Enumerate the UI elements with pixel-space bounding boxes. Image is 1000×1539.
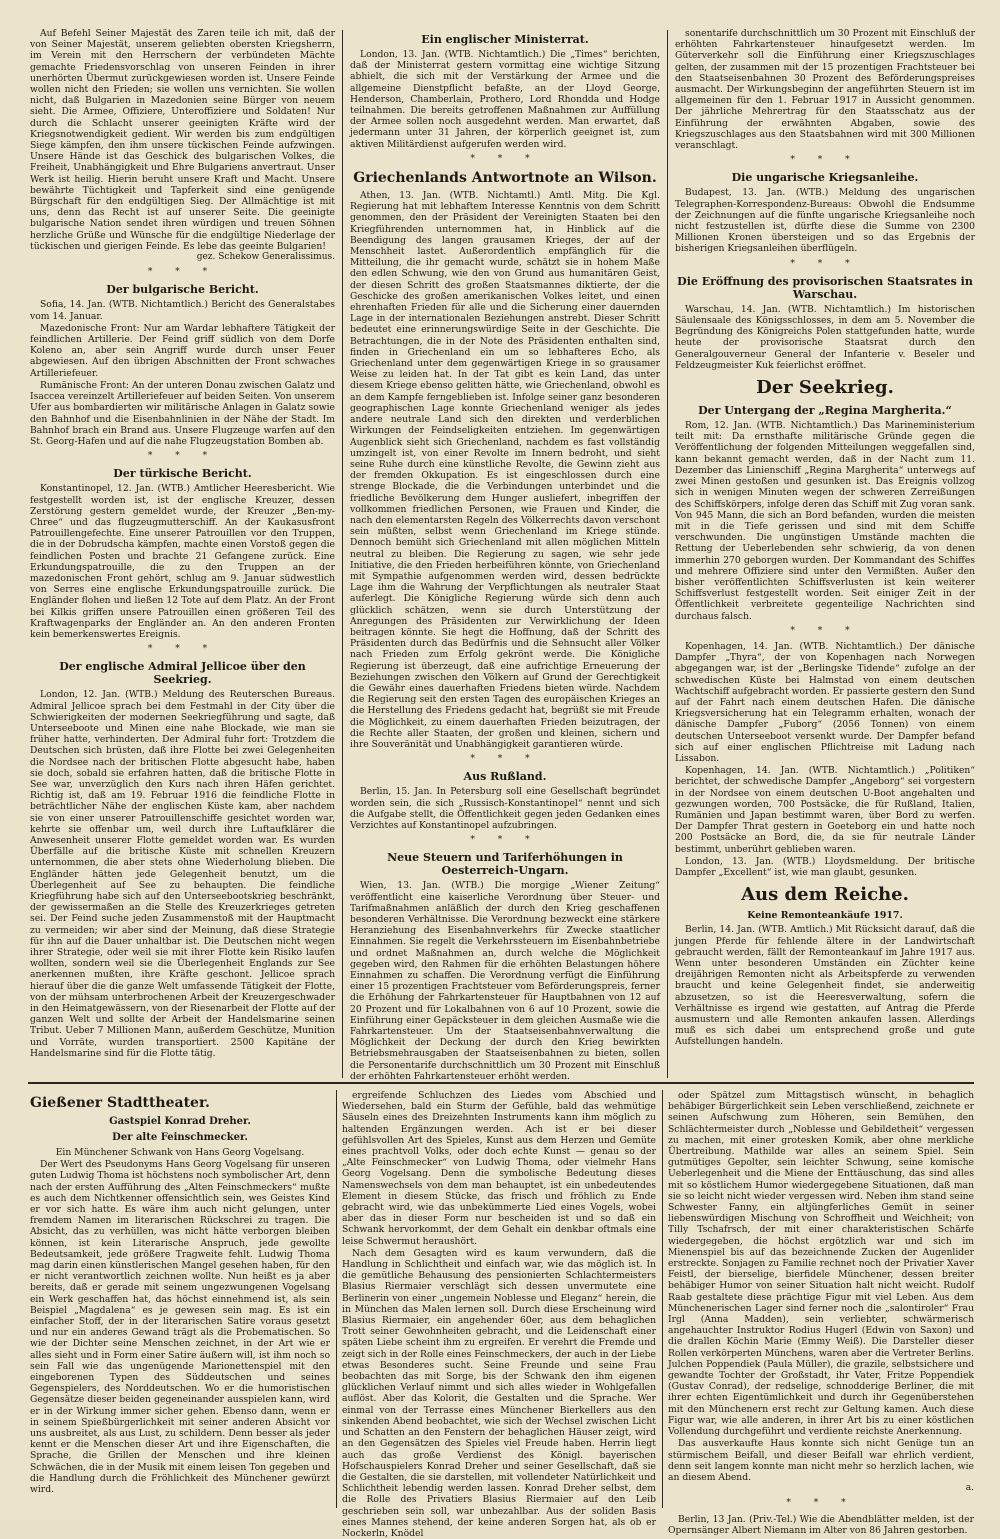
heading-russia: Aus Rußland.	[463, 770, 547, 784]
proclamation-text: Auf Befehl Seiner Majestät des Zaren teile ich mit, daß der von Seiner Majestät, unserem geliebten obersten Kriegsherrn, im Verein mit den Herrschern der verbündeten Mächte gemachte Friedensvorschlag von unseren Feinden in ihrer unerhörten Übermut zurückgewiesen worden ist. Unsere Feinde wollen nicht den Frieden; sie wollen uns vernichten. Sie wollen nicht, daß Bulgarien in Mazedonien seine Bürger von neuem sieht. Die Armee, Offiziere, Unteroffiziere und Soldaten! Nur durch die Schlacht unserer geeinigten Kräfte wird der Kriegsnotwendigkeit gedient. Wir werden bis zum endgültigen Siege kämpfen, den ihm unsere tückischen Feinde aufzwingen. Unsere Hände ist das Geschick des bulgarischen Volkes, die Freiheit, Unabhängigkeit und Ehre Bulgariens anvertraut. Unser Werk ist heilig. Hierin beruht unsere Kraft und Macht. Unsere bewährte Tüchtigkeit und Tapferkeit sind eine genügende Bürgschaft für den endgültigen Sieg. Der Allmächtige ist mit uns, denn das Recht ist auf unserer Seite. Die geeinigte bulgarische Nation sendet ihren würdigen und treuen Söhnen herzliche Grüße und Wünsche für die endgültige Niederlage der tückischen und gierigen Feinde. Es lebe das geeinte Bulgarien!	[30, 28, 335, 252]
warsaw-council-text: Warschau, 14. Jan. (WTB. Nichtamtlich.) Im historischen Säulensaale des Königsschlosses, in dem am 5. November die Begründung des Königreichs Polen stattgefunden hatte, wurde heute der provisorische Staatsrat durch den Generalgouverneur General der Infanterie v. Beseler und Feldzeugmeister Kuk feierlichst eröffnet.	[675, 303, 975, 371]
excellent-text: London, 13. Jan. (WTB.) Lloydsmeldung. Der britische Dampfer „Excellent“ ist, wie man glaubt, gesunken.	[675, 855, 975, 878]
separator-stars: * * *	[790, 625, 860, 636]
signature: gez. Schekow Generalissimus.	[196, 252, 335, 263]
thyra-text: Kopenhagen, 14. Jan. (WTB. Nichtamtlich.) Der dänische Dampfer „Thyra“, der von Kopenhagen nach Norwegen abgegangen war, ist der „Berlingske Tidende“ zufolge an der schwedischen Küste bei Halmstad von einem deutschen Wachtschiff aufgebracht worden. Er passierte gestern den Sund auf der Fahrt nach einem deutschen Hafen. Die dänische Kriegsversicherung hat ein Telegramm erhalten, wonach der dänische Dampfer „Fuborg“ (2056 Tonnen) von einem deutschen Unterseeboot versenkt wurde. Der Dampfer befand sich auf einer englischen Pflichtreise mit Ladung nach Lissabon.	[675, 640, 975, 764]
column-divider	[662, 1090, 663, 1508]
turkish-report-text: Konstantinopel, 12. Jan. (WTB.) Amtlicher Heeresbericht. Wie festgestellt worden ist, ist der englische Kreuzer, dessen Zerstörung gestern gemeldet wurde, der Kreuzer „Ben-my-Chree“ und das flugzeugmutterschiff. An der Kaukasusfront Patrouillengefechte. Eine unserer Patrouillen vor den Truppen, die in der Dobrudscha kämpfen, machte einen Vorstoß gegen die feindlichen Posten und brachte 21 Gefangene zurück. Eine Erkundungspatrouille, die zu den Truppen an der mazedonischen Front gehört, schlug am 9. Januar südwestlich von Serres eine englische Erkundungspatrouille zurück. Die Engländer flohen und ließen 12 Tote auf dem Platz. An der Front bei Kilkis griffen unsere Patrouillen einen größeren Teil des Kraftwagenparks der Engländer an. An den anderen Fronten kein bemerkenswertes Ereignis.	[30, 483, 335, 640]
theater-review-part1: Der Wert des Pseudonyms Hans Georg Vogelsang für unseren guten Ludwig Thoma ist höchstens noch symbolischer Art, denn nach der ersten Aufführung des „Alten Feinschmeckers“ mußte es auch dem Nichtkenner offensichtlich sein, wes Geistes Kind er vor sich hatte. Es wäre ihm auch nicht gelungen, unter fremdem Namen im literarischen Rückschrei zu tragen. Die Absicht, das zu verhüllen, was nicht hätte verborgen bleiben können, ist kein Literarische Anspruch, jede gewollte Bedeutsamkeit, jede größere Tragweite fehlt. Ludwig Thoma mag darin einen künstlerischen Mangel gesehen haben, für den er nicht verantwortlich zeichnen wollte. Nun heißt es ja aber bereits, daß er gerade mit seinem ungezwungenen Vogelsang ein Werk geschaffen hat, das höchst einnehmend ist, als sein Beispiel „Magdalena“ es je gewesen sein mag. Es ist ein einfacher Stoff, der in der literarischen Satire voraus gesetzt und nur ein anderes Gewand trägt als die Probematischen. So wie der Dichter seine Menschen zeichnet, in der Art wie er alles sieht und in Form einer Satire äußern will, ist ihm noch so sein Fall wie das ungenügende Marionettenspiel mit den eingeborenen Typen des Süddeutschen und seines Gegenspielers, des Norddeutschen. Wo er die humoristischen Gegensätze dieser beiden gegeneinander ausspielen kann, wird er in der Wirkung immer sicher gehen. Ebenso dann, wenn er in seinem Spießbürgerlichkeit mit seiner anderen Absicht vor uns ausbreitet, als aus Lust, zu schildern. Denn besser als jeder kennt er die Menschen dieser Art und ihre Eigenschaften, die Sprache, die Grillen der Menschen und ihre kleinen Schwächen, die in der Musik mit einem leisen Ton gegeben und die Handlung durch die Fröhlichkeit des Münchener gewürzt wird.	[30, 1159, 330, 1496]
austria-taxes-continued: sonentarife durchschnittlich um 30 Prozent mit Einschluß der erhöhten Fahrkartensteuer hinaufgesetzt werden. Im Güterverkehr soll die Einführung einer Kriegszuschlages gelten, der zusammen mit der 15 prozentigen Frachtsteuer bei den Staatseisenbahnen 30 Prozent des Beförderungspreises ausmacht. Der Wirkungsbeginn der angeführten Steuern ist im allgemeinen für den 1. Februar 1917 in Aussicht genommen. Der jährliche Mehrertrag für den Staatsschatz aus der Einführung der erwähnten Abgaben, sowie des Kriegszuschlages aus den Staatsbahnen wird mit 300 Millionen veranschlagt.	[675, 28, 975, 152]
heading-bulgarian-report: Der bulgarische Bericht.	[106, 283, 259, 297]
feuilleton-divider	[28, 1082, 974, 1084]
bulgarian-report-lead: Sofia, 14. Jan. (WTB. Nichtamtlich.) Bericht des Generalstabes vom 14. Januar.	[30, 299, 335, 322]
russia-text: Berlin, 15. Jan. In Petersburg soll eine Gesellschaft begründet worden sein, die sich „Russisch-Konstantinopel“ nennt und sich die Aufgabe stellt, die Öffentlichkeit gegen jeden Gedanken eines Verzichtes auf Konstantinopel aufzubringen.	[350, 786, 660, 831]
separator-stars: * * *	[790, 155, 860, 166]
separator-stars: * * *	[147, 267, 218, 278]
theater-column-1	[30, 1090, 330, 1508]
separator-stars: * * *	[470, 754, 540, 765]
angeborg-text: Kopenhagen, 14. Jan. (WTB. Nichtamtlich.) „Politiken“ berichtet, der schwedische Dampfer „Angeborg“ sei vorgestern in der Nordsee von einem deutschen U-Boot angehalten und gezwungen worden, 700 Postsäcke, die für Rußland, Italien, Rumänien und Japan bestimmt waren, über Bord zu werfen. Der Dampfer Thrat gestern in Goeteborg ein und hatte noch 200 Postsäcke an Bord, die, da sie für neutrale Länder bestimmt, unberührt geblieben waren.	[675, 765, 975, 855]
heading-greece-note: Griechenlands Antwortnote an Wilson.	[353, 170, 657, 187]
jellicoe-text: London, 12. Jan. (WTB.) Meldung des Reuterschen Bureaus. Admiral Jellicoe sprach bei dem Festmahl in der City über die Schwierigkeiten der modernen Seekriegführung und sagte, daß Unterseeboote und Minen eine nahe Blockade, wie man sie früher hatte, verhinderten. Der Admiral fuhr fort: Trotzdem die Deutschen sich brüsten, daß ihre Flotte bei zwei Gelegenheiten die Nordsee nach der britischen Flotte abgesucht habe, haben sie doch, sobald sie erfahren hatten, daß die britische Flotte in See war, unverzüglich den Kurs nach ihren Häfen gerichtet. Richtig ist, daß am 19. Februar 1916 die feindliche Flotte in beträchtlicher Nähe der englischen Küste kam, aber nachdem sie von einer unserer Patrouillenschiffe gesichtet worden war, kehrte sie offenbar um, weil durch ihre Luftaufklärer die Anwesenheit unserer Flotte gemeldet worden war. Es wurden Überfälle auf die britische Küste mit schnellen Kreuzern unternommen, die aber stets ohne Wiederholung blieben. Die Engländer hätten jede Gelegenheit benutzt, um die Überlegenheit auf See zu behaupten. Die feindliche Kriegführung habe sich auf den Unterseebootskrieg beschränkt, der gewissermaßen an die Stelle des Kreuzerkrieges getreten sei. Der Feind suche jeden Zusammenstoß mit der Hauptmacht zu vermeiden; wir aber sind der Meinung, daß diese Strategie für ihn auf die Dauer unhaltbar ist. Die Deutschen nicht wegen ihrer Strategie, oder weil sie mit ihrer Flotte kein Risiko laufen wollten, sondern weil sie die Überlegenheit Englands zur See anerkennen mußten, ihre Kräfte geschont. Jellicoe sprach hierauf über die die ganze Welt umfassende Tätigkeit der Flotte, von der mühsam unterbrochenen Arbeit der Kreuzergeschwader in den Heimatgewässern, von der Riesenarbeit der Flotte auf der ganzen Welt und sollte der Arbeit der Handelsmarine seinen Tribut. Ueber 7 Millionen Mann, außerdem Geschütze, Munition und Vorräte, wurden transportiert. 2500 Kapitäne der Handelsmarine sind für die Flotte tätig.	[30, 689, 335, 1059]
niemann-obituary: Berlin, 13 Jan. (Priv.-Tel.) Wie die Abendblätter melden, ist der Opernsänger Albert Niemann im Alter von 86 Jahren gestorben.	[668, 1513, 974, 1536]
heading-theater: Gießener Stadttheater.	[30, 1095, 210, 1111]
greece-note-text: Athen, 13. Jan. (WTB. Nichtamtl.) Amtl. Mitg. Die Kgl. Regierung hat mit lebhaftem Interesse Kenntnis von dem Schritt genommen, den der Präsident der Vereinigten Staaten bei den Kriegführenden unternommen hat, in Hinblick auf die Beendigung des langen grausamen Krieges, der auf der Menschheit lastet. Außerordentlich empfänglich für die Mitteilung, die ihr gemacht wurde, schätzt sie in hohem Maße den edlen Schwung, wie den von Grund aus humanitären Geist, der diesen Schritt des großen Staatsmannes diktierte, der die Geschicke des großen amerikanischen Volkes leitet, und einen ehrenhaften Frieden für alle und die Sicherung einer dauernden Lage in der internationalen Beziehungen anstrebt. Dieser Schritt bedeutet eine erinnerungswürdige Seite in der Geschichte. Die Betrachtungen, die in der Note des Präsidenten enthalten sind, finden in Griechenland ein um so lebhafteres Echo, als Griechenland unter dem gegenwärtigen Kriege in so grausamer Weise zu leiden hat. In der Tat gibt es kein Land, das unter diesem Kriege ebenso gelitten hätte, wie Griechenland, obwohl es an dem Kampfe ferngeblieben ist. Infolge seiner ganz besonderen geographischen Lage konnte Griechenland weniger als jedes andere neutrale Land sich den direkten und verderblichen Wirkungen der Feindseligkeiten entziehen. Im gegenwärtigen Augenblick sieht sich Griechenland, nachdem es fast vollständig umzingelt ist, von einer Revolte im Innern bedroht, und sieht seine Ruhe durch eine künstliche Revolte, die Gewinn zieht aus der fremden Okkupation. Es ist eingeschlossen durch eine strenge Blockade, die die Verbindungen unterbindet und die friedliche Bevölkerung dem Hunger ausliefert, inbegriffen der vollkommen friedlichen Personen, wie Frauen und Kinder, die nach den elementarsten Regeln des Völkerrechts davon verschont sein müßten, selbst wenn Griechenland im Kriege stünde. Dennoch bemüht sich Griechenland mit allen möglichen Mitteln neutral zu bleiben. Die Regierung zu sagen, wie sehr jede Initiative, die den Frieden herbeiführen könnte, von Griechenland mit Sympathie aufgenommen werden wird, dessen bedrückte Lage ihm die Wahrung der Verpflichtungen als neutraler Staat auferlegt. Die Königliche Regierung würde sich denn auch glücklich schätzen, wenn sie durch Unterstützung der Anregungen des Präsidenten zur Verwirklichung der Ideen beitragen könnte. Sie hegt die Hoffnung, daß der Schritt des Präsidenten durch das Bedürfnis und die Sehnsucht aller Völker nach Frieden zum Erfolg gekrönt werde. Die Königliche Regierung ist überzeugt, daß eine aufrichtige Erneuerung der Beziehungen zwischen den Völkern auf Grund der Gerechtigkeit die Gewähr eines dauerhaften Friedens bieten würde. Nachdem die Regierung seit den ersten Tagen des europäischen Krieges an die Herstellung des Friedens gedacht hat, begrüßt sie mit Freude die Möglichkeit, zu einem dauerhaften Frieden beizutragen, der die Rechte aller Staaten, der großen und kleinen, sichern und ihre Souveränität und Unabhängigkeit garantieren würde.	[350, 190, 660, 750]
theater-review-part3: Nach dem Gesagten wird es kaum verwundern, daß die Handlung in Schlichtheit und einfach war, wie das möglich ist. In die gemütliche Behausung des pensionierten Schlachtermeisters Blasius Riermaier verschlägt sich dessen unvermutete eine Berlinerin von einer „ungemein Noblesse und Eleganz“ herein, die in München das Malen lernen soll. Durch diese Erscheinung wird Blasius Riermaier, ein angehender 60er, aus dem behaglichen Trott seiner Gewohnheiten gebracht, und die Leidenschaft einer späten Liebe scheint ihm zu ergreifen. Er verehrt die Fremde und zeigt sich in der Rolle eines Feinschmeckers, der auch in der Liebe etwas Besonderes sucht. Seine Freunde und seine Frau beobachten das mit Sorge, bis der Schwank den ihm eigenen glücklichen Verlauf nimmt und sich alles wieder in Wohlgefallen auflöst. Aber das Kolorit, die Gestalten und die Sprache. Wer einmal von der Terrasse eines Münchener Bierkellers aus den sinkenden Abend beobachtet, wie sich der Wechsel zwischen Licht und Schatten an den Fenstern der behaglichen Häuser zeigt, wird an den Gegensätzen des Spieles viel Freude haben. Herrin liegt auch das große Verdienst des Königl. bayerischen Hofschauspielers Konrad Dreher und seiner Gesellschaft, daß sie die Gestalten, die sie darstellen, mit vollendeter Natürlichkeit und Schlichtheit lebendig werden lassen. Konrad Dreher selbst, dem die Rolle des Privatiers Blasius Riermaier auf den Leib geschrieben sein soll, war unbezahlbar. Aus der soliden Basis eines Mannes stehend, der keine anderen Sorgen hat, als ob er Nockerln, Knödel	[342, 1247, 656, 1539]
review-signature: a.	[965, 1483, 974, 1494]
remonte-text: Berlin, 14. Jan. (WTB. Amtlich.) Mit Rücksicht darauf, daß die jungen Pferde für fehlende ältere in der Landwirtschaft gebraucht werden, fällt der Remonteankauf im Jahre 1917 aus. Wenn unter besonderen Umständen ein Züchter keine dreijährigen Remonten nicht als Arbeitspferde zu verwenden braucht und keine Gelegenheit findet, sie anderweitig abzusetzen, so ist die Heeresverwaltung, sofern die Verhältnisse es irgend wie gestatten, auf Antrag die Pferde ausmustern und alle Remonten ankaufen lassen. Allerdings muß es sich dabei um entsprechend große und gute Aufstellungen handeln.	[675, 924, 975, 1048]
heading-play-title: Der alte Feinschmecker.	[112, 1132, 248, 1143]
column-middle	[350, 28, 660, 1082]
heading-warsaw-council: Die Eröffnung des provisorischen Staatsrates in Warschau.	[677, 274, 973, 301]
column-left	[30, 28, 335, 1078]
theater-review-part2: ergreifende Schluchzen des Liedes vom Abschied und Wiedersehen, bald ein Sturm der Gefühle, bald das wehmütige Säuseln eines des Dreizehnten Instruments kann ihm möglich zu haltenden Ergänzungen werden. Ach ist er bei dieser gefühlsvollen Art des Spieles, Kunst aus dem Herzen und Gemüte eines prachtvoll Volks, oder doch echte Kunst — genau so der „Alte Feinschmecker“ von Ludwig Thoma, oder vielmehr Hans Georg Vogelsang. Denn die symbolische Bedeutung dieses Namenswechsels von dem man behauptet, ist ein unbedeutendes Element in diesem Stücke, das frisch und fröhlich zu Ende gebracht wird, wie das unbekümmerte Lied eines Vogels, wobei aber das in dieser Form nur bescheiden ist und so daß ein Schwank hervorkommt, der dem Gehalt ein denkbar oftmals eine leise Schwermut heraushört.	[342, 1090, 656, 1247]
heading-regina-margherita: Der Untergang der „Regina Margherita.“	[698, 404, 952, 418]
bulgarian-report-macedonia: Mazedonische Front: Nur am Wardar lebhaftere Tätigkeit der feindlichen Artillerie. Der Feind griff südlich von dem Dorfe Koleno an, aber sein Angriff wurde durch unser Feuer abgewiesen. Auf den übrigen Abschnitten der Front schwaches Artilleriefeuer.	[30, 322, 335, 379]
heading-turkish-report: Der türkische Bericht.	[113, 467, 252, 481]
heading-naval-war: Der Seekrieg.	[756, 377, 894, 399]
heading-austria-taxes: Neue Steuern und Tariferhöhungen in Oesterreich-Ungarn.	[387, 851, 623, 878]
column-divider	[342, 30, 343, 1078]
english-cabinet-text: London, 13. Jan. (WTB. Nichtamtlich.) Die „Times“ berichten, daß der Ministerrat gestern vormittag eine wichtige Sitzung abhielt, die sich mit der Verstärkung der Armee und die allgemeine Dienstpflicht befaßte, an der Lloyd George, Henderson, Chamberlain, Prothero, Lord Rhondda und Hodge teilnahmen. Die bereits getroffenen Maßnahmen zur Auffüllung der Armee sollen noch ausgedehnt werden. Man erwartet, daß jedermann unter 31 Jahren, der körperlich geeignet ist, zum aktiven Militärdienst aufgerufen werden wird.	[350, 49, 660, 150]
theater-review-part4: oder Spätzel zum Mittagstisch wünscht, in behaglich behäbiger Bürgerlichkeit sein Leben verschließend, zeichnete er seinen Aufschwung zum Höheren, sein Bemühen, den Schlächtermeister durch „Noblesse und Gebildetheit“ vergessen zu machen, mit einer grotesken Komik, aber ohne merkliche Übertreibung. Mathilde war alles an seinem Spiel. Sein gutmütiges Gepolter, sein leichter Schwung, seine komische Ueberlegenheit und die Miene der Enttäuschung, das sind alles mit so köstlichem Humor wiedergegebene Situationen, daß man sie so leicht nicht wieder vergessen wird. Neben ihm stand seine Schwester Fanny, ein altjüngferliches Gemüt in seiner liebenswürdigen Mischung von Schroffheit und Weichheit; von Tilly Tschafrsch, der mit einer charakteristischen Schärfe wiedergegeben, die höchst ergötzlich war und sich im Mienenspiel bis auf das bezeichnende Zucken der Augenlider erstreckte. Sonjagen zu Familie rechnet noch der Privatier Xaver Feistl, der bierselige, bierfidele Münchener, dessen breiter behäbiger Humor von seiner Situation halt nicht weicht. Rudolf Raab gestaltete diese prächtige Figur mit viel Leben. Aus dem Münchenerischen Lager sind ferner noch die „salontiroler“ Frau Irgl (Anna Madden), sein verliebter, schwärmerisch angehauchter Instruktor Rodius Hugerl (Edwin von Saxon) und die drallen Köchin Marie (Emmy Weiß). Die Darsteller dieser Rollen verkörperten Münchens, waren aber die Vertreter Berlins. Julchen Poppendiek (Paula Müller), die grazile, selbstsichere und gewandte Tochter der Großstadt, ihr Vater, Fritze Poppendiek (Gustav Conrad), der redselige, schnodderige Berliner, die mit ihrer echten Eigentümlichkeit und durch ihr Gegenüberstehen mit den Münchenern erst recht zur Geltung kamen. Auch diese Figur war, wie alle anderen, in ihrer Art bis zu einer köstlichen Vollendung durchgeführt und verdiente reichste Anerkennung.	[668, 1090, 974, 1438]
theater-column-2	[342, 1090, 656, 1539]
hungarian-loan-text: Budapest, 13. Jan. (WTB.) Meldung des ungarischen Telegraphen-Korrespondenz-Bureaus: Obwohl die Endsumme der Zeichnungen auf die fünfte ungarische Kriegsanleihe noch nicht festzustellen ist, dürfte diese die Summe von 2300 Millionen Kronen übersteigen und so das Ergebnis der bisherigen Kriegsanleihen überflügeln.	[675, 187, 975, 255]
heading-guest-performance: Gastspiel Konrad Dreher.	[109, 1116, 251, 1127]
column-divider	[667, 30, 668, 1078]
theater-column-3	[668, 1090, 974, 1536]
play-subtitle: Ein Münchener Schwank von Hans Georg Vogelsang.	[55, 1147, 305, 1158]
separator-stars: * * *	[470, 835, 540, 846]
separator-stars: * * *	[470, 153, 540, 164]
column-divider	[336, 1090, 337, 1508]
heading-hungarian-loan: Die ungarische Kriegsanleihe.	[731, 171, 919, 185]
separator-stars: * * *	[786, 1498, 856, 1509]
theater-review-part5: Das ausverkaufte Haus konnte sich nicht Genüge tun an stürmischem Beifall, und dieser Beifall war ehrlich verdient, denn seit langem konnte man nicht mehr so herzlich lachen, wie an diesem Abend.	[668, 1438, 974, 1483]
separator-stars: * * *	[147, 644, 218, 655]
austria-taxes-text: Wien, 13. Jan. (WTB.) Die morgige „Wiener Zeitung“ veröffentlicht eine kaiserliche Verordnung über Steuer- und Tarifmaßnahmen anläßlich der durch den Krieg geschaffenen besonderen Verhältnisse. Die Verordnung bezweckt eine stärkere Heranziehung des Eisenbahnverkehrs für Zwecke staatlicher Einnahmen. Sie regelt die Verkehrssteuern im Eisenbahnbetriebe und ordnet Maßnahmen an, durch welche die Möglichkeit gegeben wird, den Rahmen für die erhöhten Belastungen höhere Einnahmen zu schaffen. Die Verordnung verfügt die Einführung einer 15 prozentigen Frachtsteuer vom Beförderungspreis, ferner die Erhöhung der Fahrkartensteuer für Hauptbahnen von 12 auf 20 Prozent und für Lokalbahnen von 6 auf 10 Prozent, sowie die Einführung einer Gepäcksteuer in dem gleichen Ausmaße wie die Fahrkartensteuer. Um der Staatseisenbahnverwaltung die Möglichkeit der Deckung der durch den Krieg bewirkten Betriebsmehrausgaben der Staatseisenbahnen zu bieten, sollen die Personentarife durchschnittlich um 30 Prozent mit Einschluß der erhöhten Fahrkartensteuer erhöht werden.	[350, 880, 660, 1082]
separator-stars: * * *	[790, 258, 860, 269]
separator-stars: * * *	[147, 451, 218, 462]
regina-margherita-text: Rom, 12. Jan. (WTB. Nichtamtlich.) Das Marineministerium teilt mit: Da ernsthafte militärische Gründe gegen die Veröffentlichung der folgenden Mitteilungen weggefallen sind, kann bekannt gemacht werden, daß in der Nacht zum 11. Dezember das Linienschiff „Regina Margherita“ unterwegs auf zwei Minen gestoßen und gesunken ist. Das Ereignis vollzog sich in wenigen Minuten wegen der schweren Zerreißungen des Schiffskörpers, infolge deren das Schiff mit Zug voran sank. Von 945 Mann, die sich an Bord befanden, wurden die meisten mit in die Tiefe gerissen und sind mit dem Schiffe verschwunden. Die ungünstigen Umstände machten die Rettung der Ueberlebenden sehr schwierig, da von denen immerhin 270 geborgen wurden. Der Kommandant des Schiffes und mehrere Offiziere sind unter den Vermißten. Außer den bisher veröffentlichten Schiffsverlusten ist kein weiterer Schiffsverlust festgestellt worden. Seit einiger Zeit in der Öffentlichkeit verbreitete gegenteilige Nachrichten sind durchaus falsch.	[675, 420, 975, 622]
bulgarian-report-romania: Rumänische Front: An der unteren Donau zwischen Galatz und Isaccea vereinzelt Artilleriefeuer auf beiden Seiten. Von unserem Ufer aus bombardierten wir militärische Anlagen in Galatz sowie den Bahnhof und die Eisenbahnlinien in der Nähe der Stadt. Im Bahnhof brach ein Brand aus. Unsere Flugzeuge warfen auf den St. Georg-Hafen und auf die nahe Flugzeugstation Bomben ab.	[30, 379, 335, 447]
heading-remonte: Keine Remonteankäufe 1917.	[747, 910, 903, 922]
heading-english-cabinet: Ein englischer Ministerrat.	[421, 33, 589, 46]
heading-jellicoe: Der englische Admiral Jellicoe über den Seekrieg.	[59, 660, 306, 687]
column-right	[675, 28, 975, 1078]
heading-from-reich: Aus dem Reiche.	[741, 884, 909, 906]
